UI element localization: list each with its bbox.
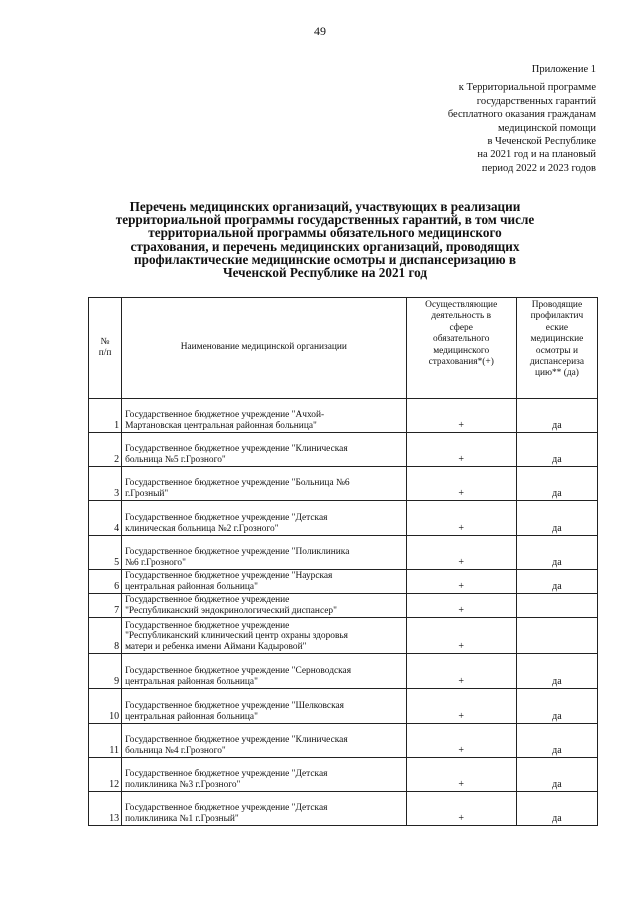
organization-name-line: Государственное бюджетное учреждение bbox=[125, 620, 290, 631]
header-prof: Проводящие профилактич еские медицинские осмотры и диспансериза цию** (да) bbox=[516, 298, 597, 399]
title-line: территориальной программы обязательного медицинского bbox=[148, 225, 502, 241]
header-oms: Осуществляющие деятельность в сфере обязательного медицинского страхования*(+) bbox=[406, 298, 516, 399]
organization-name-line: поликлиника №3 г.Грозного" bbox=[125, 780, 241, 791]
organization-name-line: больница №5 г.Грозного" bbox=[125, 455, 226, 466]
oms-mark: + bbox=[406, 399, 516, 433]
oms-mark: + bbox=[406, 536, 516, 570]
organization-name-line: Государственное бюджетное учреждение "Детская bbox=[125, 769, 328, 780]
oms-mark: + bbox=[406, 501, 516, 536]
title-line: территориальной программы государственных гарантий, в том числе bbox=[115, 212, 535, 228]
table-row bbox=[89, 536, 598, 570]
prof-mark bbox=[516, 618, 597, 654]
organization-name-line: Государственное бюджетное учреждение "Детская bbox=[125, 803, 328, 814]
prof-mark: да bbox=[516, 654, 597, 689]
organizations-table bbox=[88, 297, 598, 826]
row-number: 7 bbox=[89, 594, 122, 618]
appendix-line: медицинской помощи bbox=[498, 122, 596, 134]
appendix-line: к Территориальной программе bbox=[458, 82, 596, 94]
table-row bbox=[89, 654, 598, 689]
organization-name-line: Государственное бюджетное учреждение "Клиническая bbox=[125, 444, 348, 455]
title-line: Чеченской Республике на 2021 год bbox=[222, 265, 427, 281]
organization-name bbox=[122, 594, 407, 618]
organization-name-line: Государственное бюджетное учреждение "Детская bbox=[125, 513, 328, 524]
organization-name-line: Государственное бюджетное учреждение "Шелковская bbox=[125, 701, 344, 712]
row-number: 10 bbox=[89, 689, 122, 724]
row-number: 6 bbox=[89, 570, 122, 594]
oms-mark: + bbox=[406, 654, 516, 689]
oms-mark: + bbox=[406, 724, 516, 758]
prof-mark: да bbox=[516, 501, 597, 536]
oms-mark: + bbox=[406, 689, 516, 724]
row-number: 8 bbox=[89, 618, 122, 654]
prof-mark: да bbox=[516, 758, 597, 792]
organization-name bbox=[122, 792, 407, 826]
header-number: № п/п bbox=[89, 298, 122, 399]
organization-name-line: Государственное бюджетное учреждение "Больница №6 bbox=[125, 478, 350, 489]
appendix-line: бесплатного оказания гражданам bbox=[447, 109, 596, 121]
organization-name bbox=[122, 689, 407, 724]
table-row bbox=[89, 724, 598, 758]
table-header-row bbox=[89, 298, 598, 399]
row-number: 5 bbox=[89, 536, 122, 570]
table-row bbox=[89, 570, 598, 594]
row-number: 13 bbox=[89, 792, 122, 826]
header-name: Наименование медицинской организации bbox=[122, 298, 407, 399]
organization-name-line: Мартановская центральная районная больница" bbox=[125, 421, 317, 432]
row-number: 1 bbox=[89, 399, 122, 433]
organization-name-line: №6 г.Грозного" bbox=[125, 558, 186, 569]
organization-name-line: центральная районная больница" bbox=[125, 677, 258, 688]
oms-mark: + bbox=[406, 570, 516, 594]
row-number: 4 bbox=[89, 501, 122, 536]
appendix-heading: Приложение 1 bbox=[531, 64, 596, 75]
prof-mark: да bbox=[516, 467, 597, 501]
table-row bbox=[89, 594, 598, 618]
organization-name bbox=[122, 570, 407, 594]
organization-name bbox=[122, 654, 407, 689]
appendix-line: период 2022 и 2023 годов bbox=[481, 162, 596, 174]
row-number: 12 bbox=[89, 758, 122, 792]
appendix-block bbox=[396, 63, 596, 175]
row-number: 2 bbox=[89, 433, 122, 467]
organization-name-line: "Республиканский клинический центр охраны здоровья bbox=[125, 631, 348, 642]
organization-name-line: центральная районная больница" bbox=[125, 712, 258, 723]
organization-name-line: больница №4 г.Грозного" bbox=[125, 746, 226, 757]
prof-mark: да bbox=[516, 536, 597, 570]
prof-mark: да bbox=[516, 433, 597, 467]
prof-mark: да bbox=[516, 792, 597, 826]
organization-name-line: центральная районная больница" bbox=[125, 582, 258, 593]
row-number: 3 bbox=[89, 467, 122, 501]
title-line: профилактические медицинские осмотры и диспансеризацию в bbox=[134, 251, 516, 267]
organization-name-line: Государственное бюджетное учреждение "Поликлиника bbox=[125, 547, 350, 558]
organization-name-line: Государственное бюджетное учреждение "Наурская bbox=[125, 571, 333, 582]
organization-name bbox=[122, 618, 407, 654]
appendix-line: в Чеченской Республике bbox=[487, 136, 596, 148]
title-line: страхования, и перечень медицинских организаций, проводящих bbox=[130, 238, 520, 254]
oms-mark: + bbox=[406, 433, 516, 467]
organization-name-line: Государственное бюджетное учреждение "Ачхой- bbox=[125, 410, 325, 421]
organization-name bbox=[122, 467, 407, 501]
document-title bbox=[80, 200, 570, 279]
appendix-line: на 2021 год и на плановый bbox=[477, 149, 596, 161]
oms-mark: + bbox=[406, 594, 516, 618]
page-number: 49 bbox=[314, 24, 326, 38]
oms-mark: + bbox=[406, 467, 516, 501]
prof-mark: да bbox=[516, 399, 597, 433]
prof-mark: да bbox=[516, 689, 597, 724]
oms-mark: + bbox=[406, 618, 516, 654]
prof-mark bbox=[516, 594, 597, 618]
table-row bbox=[89, 433, 598, 467]
organization-name-line: "Республиканский эндокринологический диспансер" bbox=[125, 606, 337, 617]
table-row bbox=[89, 758, 598, 792]
title-line: Перечень медицинских организаций, участвующих в реализации bbox=[129, 199, 521, 214]
row-number: 9 bbox=[89, 654, 122, 689]
table-row bbox=[89, 467, 598, 501]
table-row bbox=[89, 501, 598, 536]
table-row bbox=[89, 618, 598, 654]
table-row bbox=[89, 792, 598, 826]
organization-name-line: Государственное бюджетное учреждение "Серноводская bbox=[125, 666, 352, 677]
organization-name-line: матери и ребенка имени Аймани Кадыровой" bbox=[125, 642, 307, 653]
organization-name bbox=[122, 758, 407, 792]
appendix-line: государственных гарантий bbox=[476, 95, 596, 107]
prof-mark: да bbox=[516, 724, 597, 758]
oms-mark: + bbox=[406, 792, 516, 826]
organization-name bbox=[122, 536, 407, 570]
organization-name-line: Государственное бюджетное учреждение bbox=[125, 595, 290, 606]
organization-name bbox=[122, 433, 407, 467]
organization-name-line: клиническая больница №2 г.Грозного" bbox=[125, 524, 279, 535]
organization-name bbox=[122, 501, 407, 536]
prof-mark: да bbox=[516, 570, 597, 594]
organization-name-line: г.Грозный" bbox=[125, 489, 169, 500]
organization-name-line: поликлиника №1 г.Грозный" bbox=[125, 814, 239, 825]
oms-mark: + bbox=[406, 758, 516, 792]
table-row bbox=[89, 689, 598, 724]
table-row bbox=[89, 399, 598, 433]
row-number: 11 bbox=[89, 724, 122, 758]
organization-name-line: Государственное бюджетное учреждение "Клиническая bbox=[125, 735, 348, 746]
organization-name bbox=[122, 399, 407, 433]
organization-name bbox=[122, 724, 407, 758]
